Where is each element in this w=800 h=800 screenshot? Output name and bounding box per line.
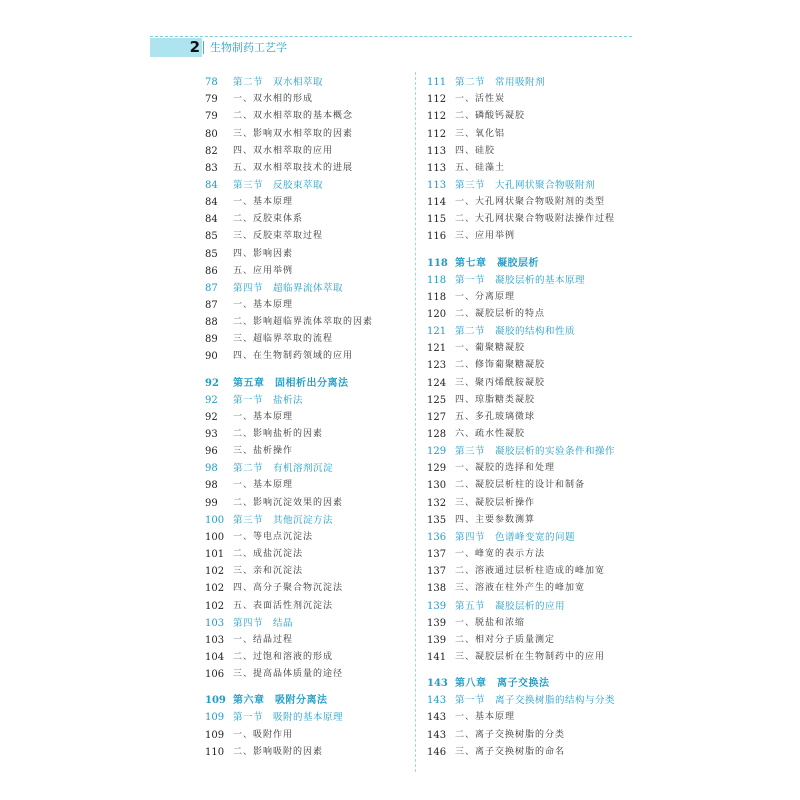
toc-entry-title: 第三节 大孔网状聚合物吸附剂 xyxy=(455,179,596,191)
toc-entry-item xyxy=(427,426,632,443)
toc-page-number: 101 xyxy=(205,549,225,560)
toc-page-number: 79 xyxy=(205,111,218,123)
toc-page-number: 143 xyxy=(427,729,447,741)
toc-entry-title: 一、基本原理 xyxy=(233,411,294,422)
toc-entry-title: 四、高分子聚合物沉淀法 xyxy=(233,583,344,594)
toc-entry-title: 三、聚丙烯酰胺凝胶 xyxy=(455,377,546,388)
toc-entry-section xyxy=(205,177,410,194)
toc-entry-item xyxy=(205,563,410,580)
toc-entry-title: 二、反胶束体系 xyxy=(233,214,304,225)
toc-entry-chapter xyxy=(205,375,410,392)
toc-entry-section xyxy=(427,529,632,546)
toc-entry-title: 四、影响因素 xyxy=(233,248,294,259)
toc-page-number: 130 xyxy=(427,480,447,492)
toc-entry-title: 二、相对分子质量测定 xyxy=(455,634,556,645)
toc-entry-item xyxy=(427,709,632,726)
toc-page-number: 112 xyxy=(427,94,447,106)
toc-page-number: 92 xyxy=(205,377,219,389)
toc-page-number: 111 xyxy=(427,77,447,88)
toc-entry-section xyxy=(205,460,410,477)
toc-entry-item xyxy=(205,477,410,494)
toc-page-number: 137 xyxy=(427,549,447,560)
toc-entry-title: 二、凝胶层析柱的设计和制备 xyxy=(455,480,586,491)
toc-entry-title: 二、影响超临界流体萃取的因素 xyxy=(233,317,374,328)
toc-entry-item xyxy=(205,744,410,761)
toc-entry-title: 二、影响盐析的因素 xyxy=(233,429,324,439)
toc-entry-title: 一、葡聚糖凝胶 xyxy=(455,343,526,354)
toc-entry-item xyxy=(427,160,632,177)
toc-entry-title: 第一节 吸附的基本原理 xyxy=(233,712,344,724)
toc-entry-item xyxy=(427,340,632,357)
toc-entry-title: 四、在生物制药领域的应用 xyxy=(233,351,354,362)
toc-entry-item xyxy=(427,409,632,426)
toc-page-number: 139 xyxy=(427,617,447,629)
toc-page-number: 135 xyxy=(427,514,447,526)
toc-page-number: 102 xyxy=(205,566,225,578)
toc-page-number: 113 xyxy=(427,162,447,174)
toc-entry-item xyxy=(427,211,632,228)
toc-entry-title: 一、吸附作用 xyxy=(233,729,294,740)
toc-entry-title: 三、凝胶层析操作 xyxy=(455,497,536,508)
toc-page-number: 118 xyxy=(427,257,448,269)
toc-entry-title: 一、基本原理 xyxy=(233,299,294,310)
toc-page-number: 118 xyxy=(427,274,447,286)
toc-entry-item xyxy=(205,160,410,177)
toc-page-number: 124 xyxy=(427,377,447,389)
toc-entry-section xyxy=(205,74,410,91)
toc-entry-title: 第五章 固相析出分离法 xyxy=(233,377,349,389)
toc-entry-title: 第六章 吸附分离法 xyxy=(233,695,328,707)
toc-entry-title: 一、大孔网状聚合物吸附剂的类型 xyxy=(455,197,606,208)
toc-entry-item xyxy=(205,546,410,563)
toc-entry-item xyxy=(205,443,410,460)
toc-page-number: 115 xyxy=(427,214,447,226)
toc-entry-title: 第五节 凝胶层析的应用 xyxy=(455,600,566,612)
toc-page-number: 79 xyxy=(205,94,218,106)
toc-page-number: 141 xyxy=(427,651,447,663)
toc-page-number: 120 xyxy=(427,308,447,320)
toc-entry-item xyxy=(427,495,632,512)
toc-entry-item xyxy=(205,632,410,649)
toc-entry-item xyxy=(205,91,410,108)
toc-page-number: 85 xyxy=(205,231,218,243)
toc-entry-title: 二、溶液通过层析柱造成的峰加宽 xyxy=(455,566,606,577)
toc-entry-item xyxy=(205,331,410,348)
toc-entry-item xyxy=(427,126,632,143)
toc-entry-title: 第一节 凝胶层析的基本原理 xyxy=(455,274,586,286)
toc-entry-title: 一、基本原理 xyxy=(233,480,294,491)
toc-entry-section xyxy=(427,177,632,194)
toc-entry-item xyxy=(205,666,410,683)
toc-entry-title: 第四节 结晶 xyxy=(233,617,294,629)
toc-page-number: 83 xyxy=(205,162,218,174)
toc-page-number: 121 xyxy=(427,326,447,338)
toc-page-number: 128 xyxy=(427,429,447,440)
toc-page-number: 99 xyxy=(205,497,218,509)
toc-entry-item xyxy=(205,263,410,280)
toc-entry-title: 二、影响沉淀效果的因素 xyxy=(233,497,344,508)
toc-page-number: 104 xyxy=(205,651,225,663)
toc-entry-chapter xyxy=(427,675,632,692)
toc-page-number: 132 xyxy=(427,497,447,509)
toc-entry-title: 第三节 其他沉淀方法 xyxy=(233,514,334,526)
toc-entry-item xyxy=(427,512,632,529)
toc-entry-title: 第一节 盐析法 xyxy=(233,394,304,406)
toc-entry-section xyxy=(205,615,410,632)
toc-entry-title: 二、修饰葡聚糖凝胶 xyxy=(455,360,546,371)
toc-entry-title: 第三节 凝胶层析的实验条件和操作 xyxy=(455,446,616,458)
toc-entry-title: 六、疏水性凝胶 xyxy=(455,429,526,439)
toc-entry-title: 三、亲和沉淀法 xyxy=(233,566,304,577)
toc-page-number: 143 xyxy=(427,678,448,690)
page-header xyxy=(0,0,800,70)
toc-entry-title: 第一节 离子交换树脂的结构与分类 xyxy=(455,695,616,707)
toc-entry-title: 二、过饱和溶液的形成 xyxy=(233,651,334,662)
toc-entry-title: 二、凝胶层析的特点 xyxy=(455,308,546,319)
toc-entry-title: 一、基本原理 xyxy=(455,712,516,723)
toc-page-number: 138 xyxy=(427,583,447,595)
toc-page-number: 93 xyxy=(205,429,218,440)
toc-entry-section xyxy=(427,443,632,460)
toc-entry-item xyxy=(427,357,632,374)
toc-page-number: 98 xyxy=(205,480,218,492)
toc-page-number: 102 xyxy=(205,600,225,612)
toc-entry-section xyxy=(427,323,632,340)
toc-entry-item xyxy=(427,615,632,632)
toc-entry-item xyxy=(205,297,410,314)
toc-entry-title: 四、双水相萃取的应用 xyxy=(233,145,334,156)
toc-page-number: 100 xyxy=(205,514,225,526)
toc-entry-item xyxy=(205,495,410,512)
toc-entry-title: 二、大孔网状聚合物吸附法操作过程 xyxy=(455,214,616,225)
toc-entry-title: 五、双水相萃取技术的进展 xyxy=(233,162,354,173)
toc-entry-section xyxy=(205,392,410,409)
toc-page-number: 125 xyxy=(427,394,447,406)
toc-entry-title: 第七章 凝胶层析 xyxy=(455,257,539,269)
toc-entry-title: 五、硅藻土 xyxy=(455,162,506,173)
toc-entry-title: 第四节 超临界流体萃取 xyxy=(233,282,344,294)
toc-entry-item xyxy=(205,314,410,331)
toc-entry-item xyxy=(205,246,410,263)
toc-entry-section xyxy=(427,272,632,289)
toc-page-number: 113 xyxy=(427,179,447,191)
page-number: 2 xyxy=(189,38,200,56)
toc-page-number: 139 xyxy=(427,634,447,646)
toc-page-number: 80 xyxy=(205,128,218,140)
toc-entry-title: 二、双水相萃取的基本概念 xyxy=(233,111,354,122)
toc-entry-title: 第四节 色谱峰变宽的问题 xyxy=(455,531,576,543)
toc-entry-chapter xyxy=(205,692,410,709)
toc-entry-title: 一、等电点沉淀法 xyxy=(233,531,314,542)
toc-page-number: 121 xyxy=(427,343,447,355)
toc-page-number: 109 xyxy=(205,729,225,741)
toc-entry-section xyxy=(205,512,410,529)
toc-page-number: 89 xyxy=(205,334,218,346)
toc-page-number: 110 xyxy=(205,746,225,758)
toc-entry-item xyxy=(205,529,410,546)
toc-entry-item xyxy=(205,348,410,365)
toc-entry-item xyxy=(427,744,632,761)
toc-page-number: 90 xyxy=(205,351,218,363)
toc-page-number: 112 xyxy=(427,128,447,140)
toc-entry-item xyxy=(205,228,410,245)
toc-page-number: 96 xyxy=(205,446,218,458)
toc-entry-title: 二、影响吸附的因素 xyxy=(233,746,324,757)
toc-page-number: 88 xyxy=(205,317,218,329)
toc-page-number: 84 xyxy=(205,214,218,226)
toc-page-number: 82 xyxy=(205,145,218,157)
toc-entry-item xyxy=(205,194,410,211)
toc-page-number: 139 xyxy=(427,600,447,612)
toc-entry-item xyxy=(205,409,410,426)
toc-page-number: 87 xyxy=(205,299,218,311)
toc-page-number: 109 xyxy=(205,695,226,707)
toc-entry-item xyxy=(205,598,410,615)
toc-entry-item xyxy=(427,108,632,125)
toc-entry-title: 三、应用举例 xyxy=(455,231,516,242)
toc-page-number: 112 xyxy=(427,111,447,123)
header-separator-bar xyxy=(203,41,204,54)
toc-entry-title: 三、氧化铝 xyxy=(455,128,506,139)
toc-entry-item xyxy=(205,426,410,443)
toc-entry-title: 二、离子交换树脂的分类 xyxy=(455,729,566,740)
toc-entry-title: 第二节 凝胶的结构和性质 xyxy=(455,326,576,338)
toc-page-number: 85 xyxy=(205,248,218,260)
toc-page-number: 86 xyxy=(205,265,218,277)
toc-entry-item xyxy=(205,143,410,160)
toc-entry-section xyxy=(427,74,632,91)
toc-entry-item xyxy=(427,563,632,580)
toc-page-number: 114 xyxy=(427,197,447,209)
toc-page-number: 78 xyxy=(205,77,218,88)
toc-page-number: 129 xyxy=(427,446,447,458)
toc-page-number: 106 xyxy=(205,669,225,681)
toc-entry-title: 三、溶液在柱外产生的峰加宽 xyxy=(455,583,586,594)
toc-page-number: 143 xyxy=(427,712,447,724)
toc-entry-item xyxy=(205,580,410,597)
toc-entry-section xyxy=(427,598,632,615)
toc-entry-title: 第二节 有机溶剂沉淀 xyxy=(233,463,334,475)
toc-entry-title: 一、结晶过程 xyxy=(233,634,294,645)
toc-page-number: 84 xyxy=(205,179,218,191)
toc-page-number: 129 xyxy=(427,463,447,475)
toc-entry-title: 三、盐析操作 xyxy=(233,446,294,457)
toc-entry-item xyxy=(427,649,632,666)
toc-entry-title: 一、脱盐和浓缩 xyxy=(455,617,526,628)
toc-entry-title: 三、影响双水相萃取的因素 xyxy=(233,128,354,139)
toc-entry-title: 四、主要参数测算 xyxy=(455,514,536,525)
toc-page-number: 109 xyxy=(205,712,225,724)
toc-entry-title: 二、磷酸钙凝胶 xyxy=(455,111,526,122)
toc-page-number: 103 xyxy=(205,634,225,646)
toc-entry-title: 五、多孔玻璃微球 xyxy=(455,411,536,422)
toc-page-number: 87 xyxy=(205,282,218,294)
toc-entry-item xyxy=(427,306,632,323)
toc-entry-title: 三、提高晶体质量的途径 xyxy=(233,669,344,680)
toc-page-number: 123 xyxy=(427,360,447,372)
toc-page-number: 116 xyxy=(427,231,447,243)
toc-entry-item xyxy=(427,375,632,392)
toc-entry-title: 第八章 离子交换法 xyxy=(455,678,550,690)
toc-entry-title: 一、基本原理 xyxy=(233,197,294,208)
toc-entry-section xyxy=(427,692,632,709)
toc-entry-item xyxy=(427,194,632,211)
toc-page-number: 103 xyxy=(205,617,225,629)
toc-entry-title: 四、琼脂糖类凝胶 xyxy=(455,394,536,405)
toc-entry-title: 三、凝胶层析在生物制药中的应用 xyxy=(455,651,606,662)
toc-entry-item xyxy=(427,546,632,563)
toc-entry-title: 三、超临界萃取的流程 xyxy=(233,334,334,345)
toc-entry-item xyxy=(427,727,632,744)
toc-entry-title: 第二节 双水相萃取 xyxy=(233,77,324,88)
toc-entry-title: 五、表面活性剂沉淀法 xyxy=(233,600,334,611)
toc-entry-title: 二、成盐沉淀法 xyxy=(233,549,304,559)
toc-entry-title: 一、双水相的形成 xyxy=(233,94,314,105)
toc-page-number: 136 xyxy=(427,531,447,543)
toc-entry-item xyxy=(205,108,410,125)
toc-page-number: 98 xyxy=(205,463,218,475)
toc-page-number: 92 xyxy=(205,411,218,423)
toc-page-number: 92 xyxy=(205,394,218,406)
toc-entry-section xyxy=(205,709,410,726)
toc-entry-item xyxy=(427,392,632,409)
toc-entry-section xyxy=(205,280,410,297)
toc-entry-title: 一、峰宽的表示方法 xyxy=(455,549,546,559)
toc-entry-title: 三、反胶束萃取过程 xyxy=(233,231,324,242)
toc-entry-item xyxy=(205,211,410,228)
toc-page-number: 118 xyxy=(427,291,447,303)
toc-entry-title: 一、凝胶的选择和处理 xyxy=(455,463,556,474)
toc-page-number: 137 xyxy=(427,566,447,578)
toc-entry-title: 三、离子交换树脂的命名 xyxy=(455,746,566,757)
toc-entry-title: 一、分离原理 xyxy=(455,291,516,302)
toc-entry-title: 一、活性炭 xyxy=(455,94,506,105)
toc-entry-item xyxy=(427,632,632,649)
toc-entry-item xyxy=(427,228,632,245)
toc-page-number: 102 xyxy=(205,583,225,595)
book-title: 生物制药工艺学 xyxy=(210,41,287,54)
toc-entry-item xyxy=(427,289,632,306)
toc-entry-title: 第二节 常用吸附剂 xyxy=(455,77,546,88)
toc-entry-item xyxy=(427,91,632,108)
header-dashed-rule xyxy=(150,36,632,37)
toc-entry-item xyxy=(427,580,632,597)
toc-page-number: 113 xyxy=(427,145,447,157)
column-divider xyxy=(415,72,416,772)
toc-entry-item xyxy=(427,460,632,477)
toc-entry-title: 四、硅胶 xyxy=(455,145,496,156)
toc-entry-item xyxy=(427,477,632,494)
toc-entry-item xyxy=(427,143,632,160)
toc-entry-title: 五、应用举例 xyxy=(233,265,294,276)
toc-page-number: 143 xyxy=(427,695,447,707)
toc-entry-item xyxy=(205,126,410,143)
toc-page-number: 84 xyxy=(205,197,218,209)
toc-page-number: 127 xyxy=(427,411,447,423)
toc-entry-item xyxy=(205,727,410,744)
toc-page-number: 100 xyxy=(205,531,225,543)
toc-entry-title: 第三节 反胶束萃取 xyxy=(233,179,324,191)
toc-entry-chapter xyxy=(427,255,632,272)
toc-page-number: 146 xyxy=(427,746,447,758)
toc-entry-item xyxy=(205,649,410,666)
